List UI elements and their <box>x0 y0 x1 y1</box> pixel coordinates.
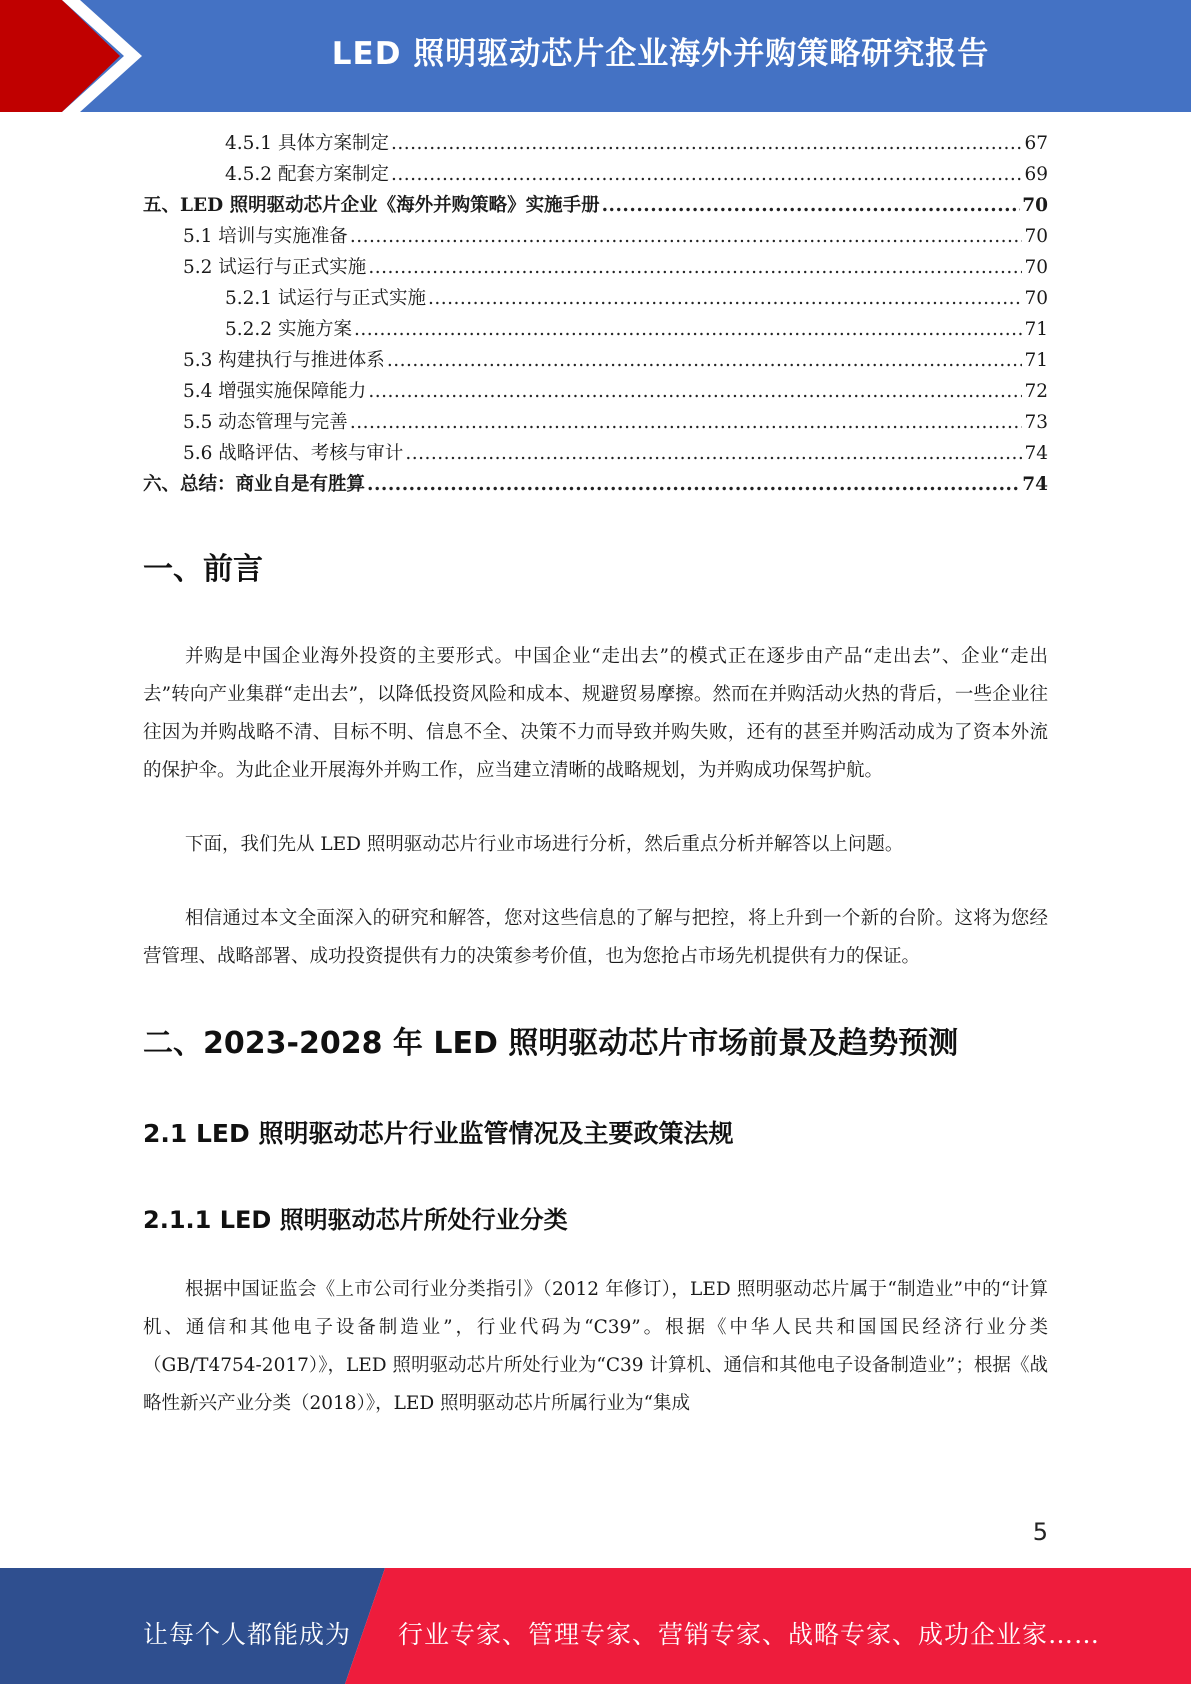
toc-entry-page: 70 <box>1022 195 1048 216</box>
toc-entry[interactable] <box>143 469 1048 500</box>
toc-leader-dots <box>367 469 1020 500</box>
toc-entry[interactable] <box>143 190 1048 221</box>
toc-entry-page: 69 <box>1024 164 1048 185</box>
toc-entry[interactable] <box>143 252 1048 283</box>
toc-leader-dots <box>428 283 1022 314</box>
toc-entry[interactable] <box>143 438 1048 469</box>
page-header <box>0 0 1191 112</box>
toc-entry-page: 74 <box>1024 443 1048 464</box>
toc-entry-label: 5.4 增强实施保障能力 <box>183 381 367 402</box>
footer-slogan-right: 行业专家、管理专家、营销专家、战略专家、成功企业家…… <box>398 1620 1101 1649</box>
page-content <box>143 128 1048 1423</box>
toc-entry-page: 72 <box>1024 381 1048 402</box>
body-paragraph: 下面，我们先从 LED 照明驱动芯片行业市场进行分析，然后重点分析并解答以上问题。 <box>185 834 904 855</box>
toc-leader-dots <box>602 190 1021 221</box>
toc-leader-dots <box>391 159 1022 190</box>
toc-entry-page: 74 <box>1022 474 1048 495</box>
header-chevron-graphic <box>0 0 160 112</box>
toc-entry-page: 73 <box>1024 412 1048 433</box>
toc-entry-label: 5.2.2 实施方案 <box>225 319 352 340</box>
toc-entry[interactable] <box>143 159 1048 190</box>
toc-entry[interactable] <box>143 128 1048 159</box>
toc-entry[interactable] <box>143 314 1048 345</box>
toc-entry-label: 5.1 培训与实施准备 <box>183 226 348 247</box>
toc-entry[interactable] <box>143 283 1048 314</box>
section-heading-preface: 一、前言 <box>143 552 263 587</box>
toc-entry-label: 5.3 构建执行与推进体系 <box>183 350 385 371</box>
toc-entry-label: 5.2.1 试运行与正式实施 <box>225 288 426 309</box>
toc-entry-page: 71 <box>1024 319 1048 340</box>
toc-entry-page: 70 <box>1024 226 1048 247</box>
section-heading-market-outlook: 二、2023-2028 年 LED 照明驱动芯片市场前景及趋势预测 <box>143 1026 959 1061</box>
toc-entry-label: 4.5.2 配套方案制定 <box>225 164 389 185</box>
toc-entry[interactable] <box>143 376 1048 407</box>
toc-leader-dots <box>405 438 1022 469</box>
toc-entry-page: 71 <box>1024 350 1048 371</box>
toc-entry-page: 67 <box>1024 133 1048 154</box>
toc-leader-dots <box>350 221 1023 252</box>
body-paragraph: 相信通过本文全面深入的研究和解答，您对这些信息的了解与把控，将上升到一个新的台阶。这将为您经营管理、战略部署、成功投资提供有力的决策参考价值，也为您抢占市场先机提供有力的保证。 <box>143 908 1048 967</box>
toc-entry-label: 5.2 试运行与正式实施 <box>183 257 367 278</box>
toc-entry-label: 5.5 动态管理与完善 <box>183 412 348 433</box>
toc-leader-dots <box>368 252 1022 283</box>
footer-slogan-left: 让每个人都能成为 <box>143 1620 352 1649</box>
body-paragraph: 并购是中国企业海外投资的主要形式。中国企业“走出去”的模式正在逐步由产品“走出去”、企业“走出去”转向产业集群“走出去”，以降低投资风险和成本、规避贸易摩擦。然而在并购活动火热的背后，一些企业往往因为并购战略不清、目标不明、信息不全、决策不力而导致并购失败，还有的甚至并购活动成为了资本外流的保护伞。为此企业开展海外并购工作，应当建立清晰的战略规划，为并购成功保驾护航。 <box>143 646 1048 781</box>
toc-entry-page: 70 <box>1024 288 1048 309</box>
toc-entry-page: 70 <box>1024 257 1048 278</box>
toc-entry[interactable] <box>143 345 1048 376</box>
toc-leader-dots <box>350 407 1023 438</box>
page-number: 5 <box>1032 1518 1048 1546</box>
toc-entry-label: 五、LED 照明驱动芯片企业《海外并购策略》实施手册 <box>143 195 600 216</box>
toc-leader-dots <box>354 314 1023 345</box>
subsubsection-heading: 2.1.1 LED 照明驱动芯片所处行业分类 <box>143 1206 568 1234</box>
page-footer <box>0 1568 1191 1684</box>
chevron-red-shape <box>0 0 120 112</box>
body-paragraph: 根据中国证监会《上市公司行业分类指引》（2012 年修订），LED 照明驱动芯片属于“制造业”中的“计算机、通信和其他电子设备制造业”，行业代码为“C39”。根据《中华人民共和国国民经济行业分类（GB/T4754-2017）》，LED 照明驱动芯片所处行业为“C39 计算机、通信和其他电子设备制造业”；根据《战略性新兴产业分类（2018）》，LED 照明驱动芯片所属行业为“集成 <box>143 1279 1048 1414</box>
toc-entry-label: 4.5.1 具体方案制定 <box>225 133 389 154</box>
report-title: LED 照明驱动芯片企业海外并购策略研究报告 <box>331 36 990 72</box>
subsection-heading: 2.1 LED 照明驱动芯片行业监管情况及主要政策法规 <box>143 1119 734 1148</box>
toc-leader-dots <box>391 128 1022 159</box>
toc-leader-dots <box>387 345 1023 376</box>
toc-entry-label: 六、总结：商业自是有胜算 <box>143 474 366 495</box>
toc-entry[interactable] <box>143 221 1048 252</box>
toc-leader-dots <box>368 376 1022 407</box>
table-of-contents <box>143 128 1048 500</box>
toc-entry[interactable] <box>143 407 1048 438</box>
toc-entry-label: 5.6 战略评估、考核与审计 <box>183 443 404 464</box>
